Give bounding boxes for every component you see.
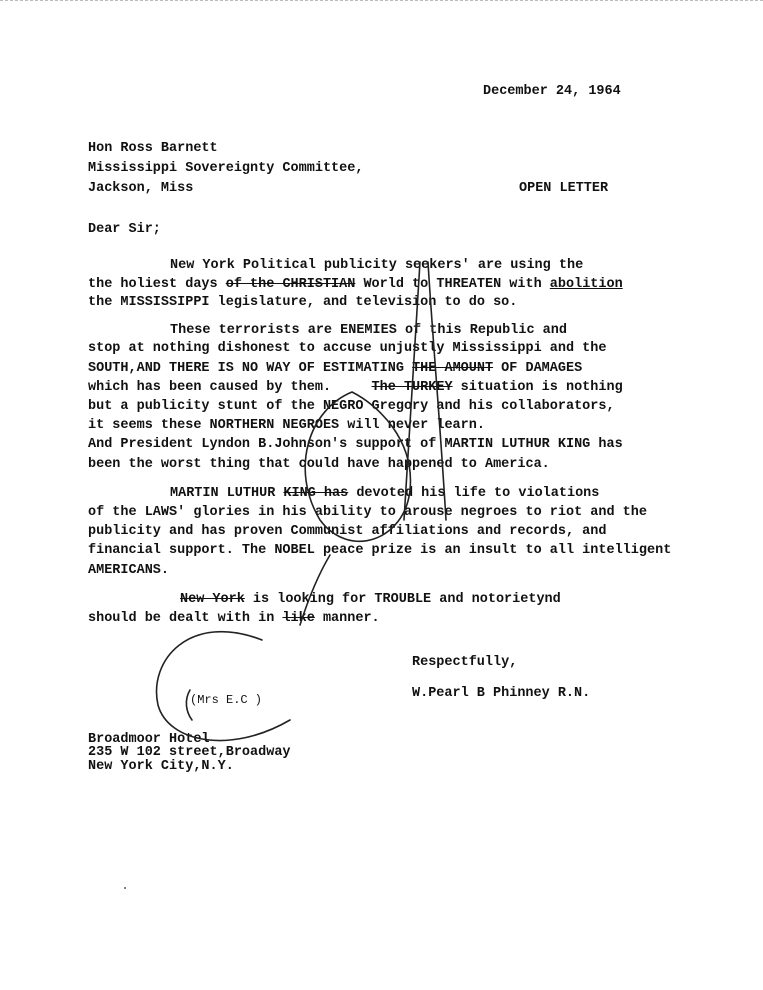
p1-line-2-struck: of the CHRISTIAN: [225, 277, 356, 292]
p2-line-4-struck: The TURKEY: [371, 380, 453, 395]
p3-line-1: [170, 486, 599, 502]
page-top-edge: [0, 0, 763, 1]
recipient-city: Jackson, Miss: [88, 181, 194, 196]
p3-line-1-struck: KING has: [283, 486, 349, 501]
p3-line-3: publicity and has proven Communist affiliations and records, and: [88, 524, 607, 539]
p4-line-1-b: is looking for TROUBLE and notorietynd: [244, 592, 561, 607]
signature: W.Pearl B Phinney R.N.: [412, 686, 591, 701]
p2-line-1: These terrorists are ENEMIES of this Republic and: [170, 323, 567, 338]
recipient-org: Mississippi Sovereignty Committee,: [88, 161, 364, 176]
p4-line-2-struck: like: [282, 611, 315, 626]
p2-line-6: it seems these NORTHERN NEGROES will never learn.: [88, 418, 485, 433]
handwritten-c-stroke: [157, 632, 290, 741]
p1-line-2-a: the holiest days: [88, 277, 226, 292]
p1-line-3: the MISSISSIPPI legislature, and television to do so.: [88, 295, 518, 310]
sender-address-line-3: New York City,N.Y.: [88, 759, 234, 774]
letter-date: December 24, 1964: [483, 84, 621, 99]
p3-line-1-a: MARTIN LUTHUR: [170, 486, 284, 501]
p2-line-5: but a publicity stunt of the NEGRO Gregory and his collaborators,: [88, 399, 615, 414]
sender-address-line-1: Broadmoor Hotel: [88, 732, 210, 747]
p1-line-2-c: World to THREATEN with: [355, 277, 550, 292]
p2-line-8: been the worst thing that could have happened to America.: [88, 457, 550, 472]
p3-line-1-c: devoted his life to violations: [348, 486, 600, 501]
p4-line-2-a: should be dealt with in: [88, 611, 283, 626]
p4-line-2-c: manner.: [314, 611, 380, 626]
p1-line-2-underlined: abolition: [549, 277, 623, 292]
open-letter-label: OPEN LETTER: [519, 181, 609, 196]
p3-line-5: AMERICANS.: [88, 563, 170, 578]
p1-line-1: New York Political publicity seekers' are using the: [170, 258, 584, 273]
p2-line-4: [88, 380, 623, 396]
p3-line-4: financial support. The NOBEL peace prize is an insult to all intelligent: [88, 543, 672, 558]
p2-line-3: [88, 361, 582, 377]
p2-line-2: stop at nothing dishonest to accuse unjustly Mississippi and the: [88, 341, 607, 356]
salutation: Dear Sir;: [88, 222, 161, 237]
p2-line-7: And President Lyndon B.Johnson's support of MARTIN LUTHUR KING has: [88, 437, 623, 452]
recipient-name: Hon Ross Barnett: [88, 141, 218, 156]
sender-address-line-2: 235 W 102 street,Broadway: [88, 745, 291, 760]
stray-mark: [124, 887, 126, 889]
p2-line-4-c: situation is nothing: [452, 380, 623, 395]
p4-line-1: [180, 592, 561, 608]
p2-line-3-c: OF DAMAGES: [493, 361, 583, 376]
signature-note: (Mrs E.C ): [190, 693, 263, 707]
p2-line-4-a: which has been caused by them.: [88, 380, 372, 395]
p1-line-2: [88, 277, 623, 293]
p2-line-3-a: SOUTH,AND THERE IS NO WAY OF ESTIMATING: [88, 361, 413, 376]
closing: Respectfully,: [412, 655, 518, 670]
p3-line-2: of the LAWS' glories in his ability to arouse negroes to riot and the: [88, 505, 647, 520]
p4-line-2: [88, 611, 380, 627]
p2-line-3-struck: THE AMOUNT: [412, 361, 494, 376]
p4-line-1-struck: New York: [180, 592, 245, 607]
